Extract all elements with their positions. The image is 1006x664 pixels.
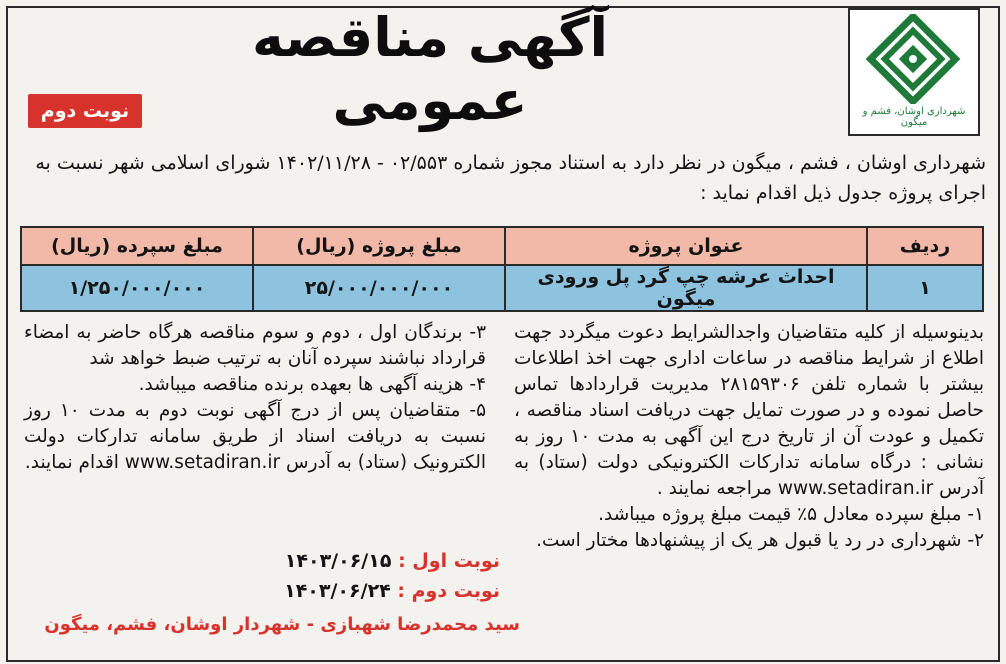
municipality-logo (848, 8, 980, 136)
header-row-number: ردیف (867, 227, 983, 265)
project-table (20, 226, 984, 312)
condition-item-2: ۲- شهرداری در رد یا قبول هر یک از پیشنهادها مختار است. (536, 530, 984, 551)
condition-item-4: ۴- هزینه آگهی ها بعهده برنده مناقصه میباشد. (138, 374, 486, 395)
second-edition-date: ۱۴۰۳/۰۶/۲۴ (284, 580, 391, 602)
first-edition-label: نوبت اول : (398, 550, 500, 572)
header-deposit-amount: مبلغ سپرده (ریال) (21, 227, 253, 265)
left-column (24, 320, 486, 476)
intro-text: شهرداری اوشان ، فشم ، میگون در نظر دارد به استناد مجوز شماره ۰۲/۵۵۳ - ۱۴۰۲/۱۱/۲۸ شورای اسلامی شهر نسبت به اجرای پروژه جدول ذیل اقدام نماید : (35, 152, 986, 204)
condition-item-3: ۳- برندگان اول ، دوم و سوم مناقصه هرگاه حاضر به امضاء قرارداد نباشند سپرده آنان به ترتیب ضبط خواهد شد (24, 322, 486, 369)
second-edition-label: نوبت دوم : (397, 580, 500, 602)
header-project-title: عنوان پروژه (505, 227, 867, 265)
logo-caption: شهرداری اوشان، فشم و میگون (862, 106, 966, 128)
condition-item-1: ۱- مبلغ سپرده معادل ۵٪ قیمت مبلغ پروژه میباشد. (598, 504, 984, 525)
cell-row-number: ۱ (867, 265, 983, 311)
edition-badge: نوبت دوم (28, 94, 142, 128)
invitation-paragraph: بدینوسیله از کلیه متقاضیان واجدالشرایط دعوت میگردد جهت اطلاع از شرایط مناقصه در ساعات اداری جهت اخذ اطلاعات بیشتر با شماره تلفن ۲۸۱۵۹۳۰۶ مدیریت قراردادها تماس حاصل نموده و در صورت تمایل جهت دریافت اسناد مناقصه ، تکمیل و عودت آن از تاریخ درج این آگهی به مدت ۱۰ روز به نشانی : درگاه سامانه تدارکات الکترونیکی دولت (ستاد) به آدرس www.setadiran.ir مراجعه نمایند . (514, 322, 984, 499)
cell-project-title: احداث عرشه چپ گرد پل ورودی میگون (505, 265, 867, 311)
publication-dates (260, 546, 500, 606)
first-edition-date: ۱۴۰۳/۰۶/۱۵ (284, 550, 392, 572)
emblem-icon (864, 14, 962, 104)
table-row (21, 265, 983, 311)
signature: سید محمدرضا شهبازی - شهردار اوشان، فشم، میگون (44, 614, 520, 635)
cell-deposit-amount: ۱/۲۵۰/۰۰۰/۰۰۰ (21, 265, 253, 311)
second-edition-line (260, 576, 500, 606)
condition-item-5: ۵- متقاضیان پس از درج آگهی نوبت دوم به مدت ۱۰ روز نسبت به دریافت اسناد از طریق سامانه تدارکات دولت الکترونیک (ستاد) به آدرس www.setadiran.ir اقدام نمایند. (24, 400, 486, 473)
first-edition-line (260, 546, 500, 576)
header-project-amount: مبلغ پروژه (ریال) (253, 227, 505, 265)
cell-project-amount: ۲۵/۰۰۰/۰۰۰/۰۰۰ (253, 265, 505, 311)
notice-title: آگهی مناقصه عمومی (251, 6, 609, 132)
right-column (514, 320, 984, 554)
table-header-row (21, 227, 983, 265)
